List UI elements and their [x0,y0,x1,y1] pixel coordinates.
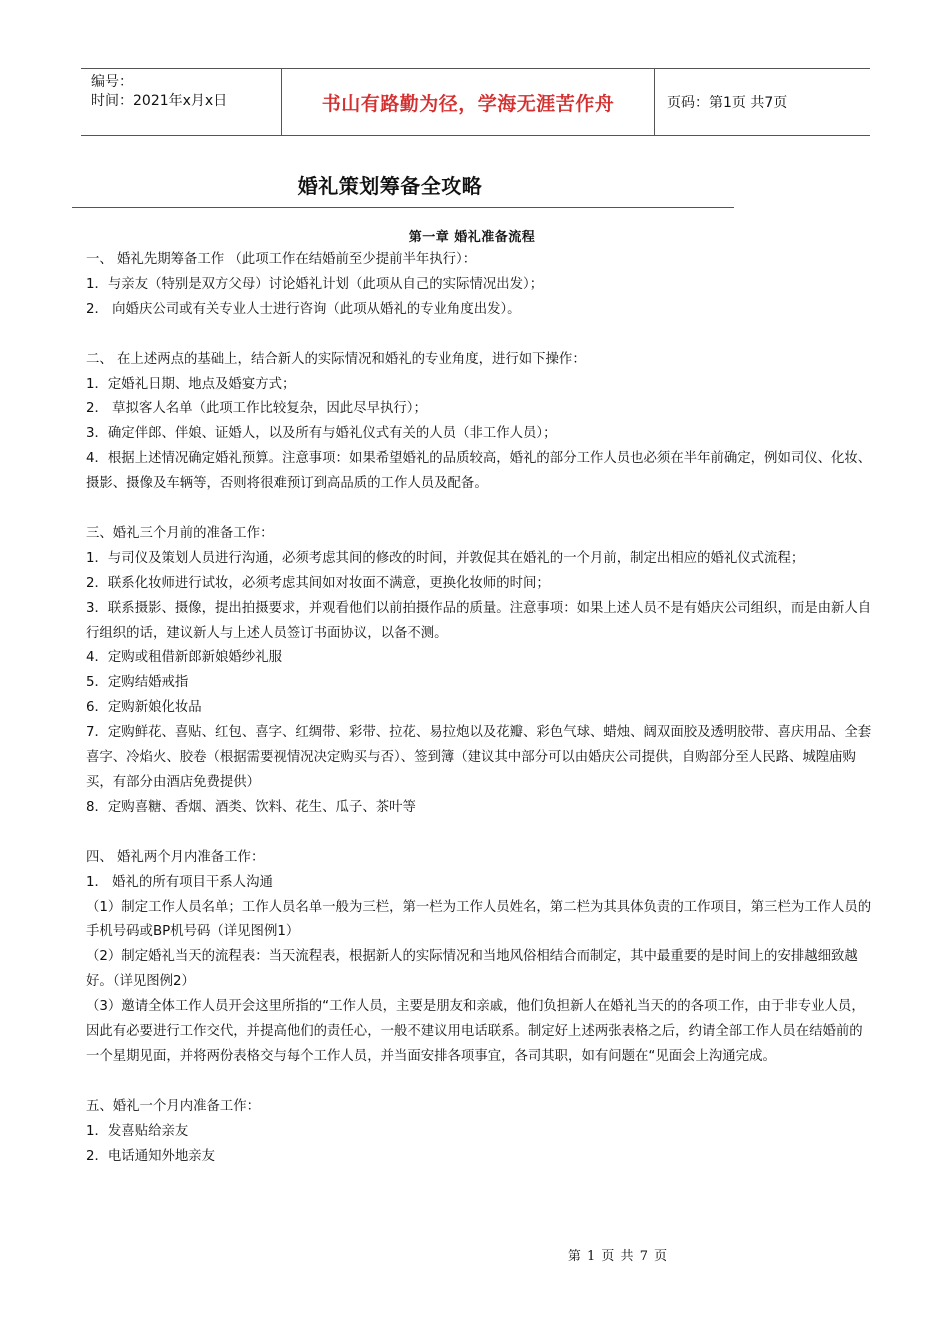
body-paragraph: 一、 婚礼先期筹备工作 （此项工作在结婚前至少提前半年执行）： [86,252,477,267]
document-title: 婚礼策划筹备全攻略 [297,174,483,198]
body-paragraph: 四、 婚礼两个月内准备工作： [86,849,265,865]
body-paragraph: 4．定购或租借新郎新娘婚纱礼服 [86,650,282,666]
body-paragraph: 2． 草拟客人名单（此项工作比较复杂，因此尽早执行）； [86,401,427,417]
body-paragraph: 五、婚礼一个月内准备工作： [86,1098,261,1114]
body-paragraph: 2．联系化妆师进行试妆，必须考虑其间如对妆面不满意，更换化妆师的时间； [86,575,550,591]
body-paragraph: 7．定购鲜花、喜贴、红包、喜字、红绸带、彩带、拉花、易拉炮以及花瓣、彩色气球、蜡烛、阔双面胶及透明胶带、喜庆用品、全套喜字、冷焰火、胶卷（根据需要视情况决定购买与否）、签到簿（建议其中部分可以由婚庆公司提供，自购部分至人民路、城隍庙购买，有部分由酒店免费提供） [86,725,872,790]
body-paragraph: （1）制定工作人员名单；工作人员名单一般为三栏，第一栏为工作人员姓名，第二栏为其具体负责的工作项目，第三栏为工作人员的手机号码或BP机号码（详见图例1） [86,899,872,940]
body-paragraph: 8．定购喜糖、香烟、酒类、饮料、花生、瓜子、茶叶等 [86,799,416,815]
paragraph-gap [86,1070,876,1095]
body-paragraph: 1．与亲友（特别是双方父母）讨论婚礼计划（此项从自己的实际情况出发）； [86,276,544,292]
body-paragraph: 3．确定伴郎、伴娘、证婚人，以及所有与婚礼仪式有关的人员（非工作人员）； [86,426,557,442]
body-paragraph: 2． 向婚庆公司或有关专业人士进行咨询（此项从婚礼的专业角度出发）。 [86,301,521,317]
header-motto: 书山有路勤为径，学海无涯苦作舟 [281,69,655,135]
body-paragraph: 三、婚礼三个月前的准备工作： [86,525,274,541]
header-meta [81,69,281,135]
body-paragraph: 1．定婚礼日期、地点及婚宴方式； [86,376,296,392]
body-paragraph: （3）邀请全体工作人员开会这里所指的“工作人员，主要是朋友和亲戚，他们负担新人在婚礼当天的的各项工作，由于非专业人员，因此有必要进行工作交代，并提高他们的责任心，一般不建议用电话联系。制定好上述两张表格之后，约请全部工作人员在结婚前的一个星期见面，并将两份表格交与每个工作人员，并当面安排各项事宜，各司其职，如有问题在“见面会上沟通完成。 [86,999,865,1064]
time-label: 时间：2021年x月x日 [91,93,228,109]
body-paragraph: 二、 在上述两点的基础上，结合新人的实际情况和婚礼的专业角度，进行如下操作： [86,351,586,367]
paragraph-gap [86,497,876,522]
body-paragraph: 1． 婚礼的所有项目干系人沟通 [86,874,273,890]
body-paragraph: 1．与司仪及策划人员进行沟通，必须考虑其间的修改的时间，并敦促其在婚礼的一个月前，制定出相应的婚礼仪式流程； [86,550,805,566]
body-paragraph: 1．发喜贴给亲友 [86,1123,189,1139]
paragraph-gap [86,323,876,348]
page-footer: 第 1 页 共 7 页 [567,1249,669,1264]
body-paragraph: （2）制定婚礼当天的流程表：当天流程表，根据新人的实际情况和当地风俗相结合而制定，其中最重要的是时间上的安排越细致越好。（详见图例2） [86,949,858,990]
header-table [81,68,870,136]
paragraph-gap [86,821,876,846]
title-divider [72,207,734,208]
body-paragraph: 3．联系摄影、摄像，提出拍摄要求，并观看他们以前拍摄作品的质量。注意事项：如果上述人员不是有婚庆公司组织，而是由新人自行组织的话，建议新人与上述人员签订书面协议，以备不测。 [86,600,872,641]
body-paragraph: 6．定购新娘化妆品 [86,700,202,716]
body-paragraph: 4．根据上述情况确定婚礼预算。注意事项：如果希望婚礼的品质较高，婚礼的部分工作人员也必须在半年前确定，例如司仪、化妆、摄影、摄像及车辆等，否则将很难预订到高品质的工作人员及配备。 [86,451,872,492]
body-paragraph: 2．电话通知外地亲友 [86,1148,216,1164]
header-page-info: 页码：第1页 共7页 [667,95,788,111]
number-label: 编号： [91,74,133,90]
document-body [86,248,876,1169]
chapter-title: 第一章 婚礼准备流程 [408,230,536,245]
body-paragraph: 5．定购结婚戒指 [86,675,189,691]
